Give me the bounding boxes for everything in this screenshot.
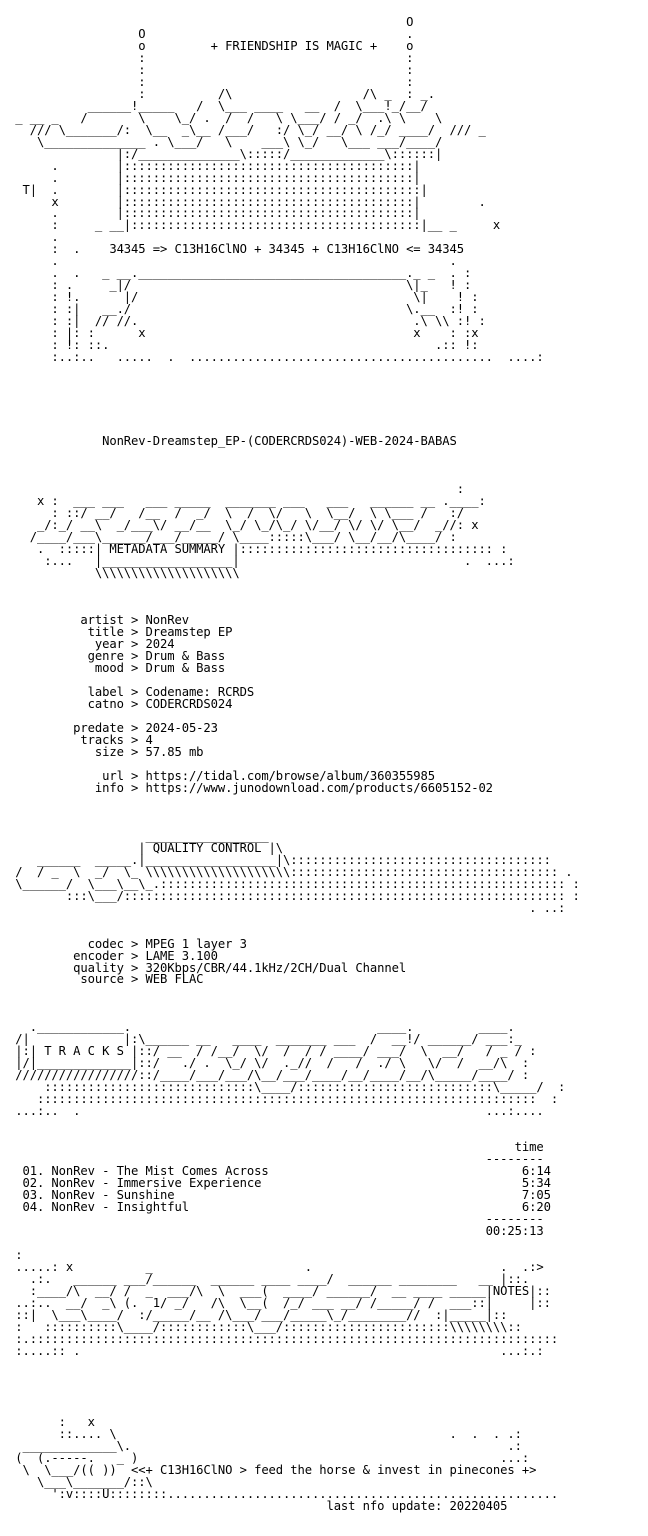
nfo-line: 00:25:13 xyxy=(8,1223,544,1238)
nfo-line: /// \_______/: \__ _\__ /___/ :/ \_/ __/ \ /_/ ____/ /// _ xyxy=(8,122,493,137)
nfo-line: : xyxy=(8,1247,544,1262)
nfo-line: encoder > LAME 3.100 xyxy=(8,948,218,963)
nfo-line: \___\_______/::\ xyxy=(8,1475,530,1490)
nfo-line xyxy=(8,1237,580,1249)
nfo-line: .....: x _ . . .:> xyxy=(8,1259,544,1274)
nfo-line: \______/ \___\__\_.:::::::::::::::::::::::::::::::::::::::::::::::::::::::: : xyxy=(8,876,580,891)
nfo-line: ______ _____.|__________________|\:::::::::::::::::::::::::::::::::::: xyxy=(8,852,551,867)
nfo-line: T| . |:::::::::::::::::::::::::::::::::::::::::| xyxy=(8,182,493,197)
nfo-line: ( (.-----. _ ) ...: xyxy=(8,1451,530,1466)
nfo-line: :.::::::::::::::::::::::::::::::::::::::::::::::::::::::::::::::::::::::::: xyxy=(8,1331,559,1346)
nfo-line: -------- xyxy=(8,1211,544,1226)
nfo-line xyxy=(8,1356,580,1368)
nfo-line xyxy=(8,447,580,459)
nfo-line: : ::::::::::\____/::::::::::::\___/:::::::::::::::::::::::\\\\\\\\:: xyxy=(8,1319,522,1334)
nfo-line: : _ __|::::::::::::::::::::::::::::::::::::::::|__ _ x xyxy=(8,218,508,233)
nfo-line: . |::::::::::::::::::::::::::::::::::::::::| xyxy=(8,206,493,221)
nfo-line: . xyxy=(8,230,479,245)
nfo-line xyxy=(8,794,580,806)
nfo-line xyxy=(8,1392,580,1404)
nfo-line: title > Dreamstep EP xyxy=(8,625,233,640)
nfo-line: mood > Drum & Bass xyxy=(8,661,226,676)
nfo-line: info > https://www.junodownload.com/products/6605152-02 xyxy=(8,780,493,795)
nfo-line: \\\\\\\\\\\\\\\\\\\\ xyxy=(8,565,515,580)
nfo-line: \ \___/(( )) <<+ C13H16ClNO > feed the horse & invest in pinecones +> xyxy=(8,1463,537,1478)
nfo-line: : /\ /\ _ : _. xyxy=(8,86,457,101)
nfo-line: : :| __./ \.__ :! : xyxy=(8,302,486,317)
nfo-line: :::\___/::::::::::::::::::::::::::::::::::::::::::::::::::::::::::::: : xyxy=(8,888,580,903)
nfo-line xyxy=(8,459,580,471)
nfo-line: . |::::::::::::::::::::::::::::::::::::::::| xyxy=(8,170,493,185)
nfo-line: _ __ _ / \ \_/ . / / \ \___/ / _/ .\ \ \ xyxy=(8,110,457,125)
nfo-line xyxy=(8,579,580,591)
nfo-line xyxy=(8,806,580,818)
nfo-line: : !. |/ \| ! : xyxy=(8,290,486,305)
nfo-text xyxy=(8,4,580,1512)
nfo-line: 04. NonRev - Insightful 6:20 xyxy=(8,1199,551,1214)
nfo-line: . . _ __._____________________________________._ _ . : xyxy=(8,266,479,281)
nfo-line: x |::::::::::::::::::::::::::::::::::::::::| . xyxy=(8,194,493,209)
nfo-line: |:/______________\:::::/_____________\::::::| xyxy=(8,146,493,161)
nfo-line: 01. NonRev - The Mist Comes Across 6:14 xyxy=(8,1163,551,1178)
nfo-line: . |::::::::::::::::::::::::::::::::::::::::| xyxy=(8,158,493,173)
nfo-line: : xyxy=(8,481,479,496)
nfo-line: tracks > 4 xyxy=(8,733,153,748)
nfo-line: ::::::::::::::::::::::::::::::::::::::::::::::::::::::::::::::::::::: : xyxy=(8,1092,559,1107)
nfo-line: : :| // //. .\ \\ :! : xyxy=(8,314,493,329)
nfo-line xyxy=(8,590,580,602)
nfo-line: :::::::::::::::::::::::::::::\____/:::::::::::::::::::::::::::\_____/ : xyxy=(8,1080,566,1095)
nfo-line: . ..: xyxy=(8,900,566,915)
nfo-line: last nfo update: 20220405 xyxy=(8,1499,508,1514)
nfo-line: ..:.. __/ _\ (. 1/ _/ /\ \__( /_/ ___ __/ /_____/ / ___::| |:: xyxy=(8,1295,551,1310)
nfo-line: / / _ \ _/ \_ \\\\\\\\\\\\\\\\\\\\::::::::::::::::::::::::::::::::::::: . xyxy=(8,864,573,879)
nfo-line: .____________. ____. ____. xyxy=(8,1020,515,1035)
nfo-line: | QUALITY CONTROL |\ xyxy=(8,840,284,855)
nfo-line: catno > CODERCRDS024 xyxy=(8,697,233,712)
nfo-line: : |: : x x : :x xyxy=(8,326,486,341)
nfo-line xyxy=(8,387,580,399)
nfo-line: . :::::| METADATA SUMMARY |::::::::::::::::::::::::::::::::::: : xyxy=(8,541,515,556)
nfo-line: : !: ::. .:: !: xyxy=(8,338,486,353)
nfo-line: time xyxy=(8,1140,544,1155)
nfo-line: : . _|/ \|_ ! : xyxy=(8,278,479,293)
nfo-line: :..:.. ..... . .......................................... ....: xyxy=(8,350,559,365)
nfo-line: source > WEB FLAC xyxy=(8,972,204,987)
nfo-line xyxy=(8,926,580,938)
nfo-line: x : ___ ___ ___ _____ _______ ___ ___ ______ __ .____: xyxy=(8,493,493,508)
nfo-line xyxy=(8,914,580,926)
nfo-line: _________________ xyxy=(8,828,269,843)
nfo-line: :____/\ __/ / _ ___/\ \ ___( ____/ ______/ __ ____ _____|NOTES|:: xyxy=(8,1283,551,1298)
nfo-line: |:| T R A C K S |::/ __ / /__/ \/ / / / ____/ ___/ \ __/ / _ / : xyxy=(8,1044,537,1059)
nfo-line: ':v::::U::::::::...................................................... xyxy=(8,1487,559,1502)
nfo-line: |/|_____________|::/ ./ . \_/ \/ ._// / / ./ \ \/ / __/\ : xyxy=(8,1056,530,1071)
nfo-line: 02. NonRev - Immersive Experience 5:34 xyxy=(8,1175,551,1190)
nfo-line xyxy=(8,1368,580,1380)
nfo-line xyxy=(8,997,580,1009)
nfo-line: o + FRIENDSHIP IS MAGIC + o xyxy=(8,38,457,53)
nfo-line: : x xyxy=(8,1415,95,1430)
nfo-line: label > Codename: RCRDS xyxy=(8,685,255,700)
nfo-line: :... |__________________| . ...: xyxy=(8,553,522,568)
nfo-line: /////////////////::/____/___/___/\__/___/____/__/____/__/\_____/____/ : xyxy=(8,1068,530,1083)
nfo-line: : : xyxy=(8,50,457,65)
nfo-line: predate > 2024-05-23 xyxy=(8,721,218,736)
nfo-line: ::.... \ . . . .: xyxy=(8,1427,522,1442)
nfo-line: codec > MPEG 1 layer 3 xyxy=(8,936,247,951)
nfo-line: : : xyxy=(8,74,457,89)
nfo-line: size > 57.85 mb xyxy=(8,745,204,760)
nfo-line: ::| \___\____/ :/_____/__ /\___/___/_____\_/________// :|_____|:: xyxy=(8,1307,508,1322)
nfo-line: year > 2024 xyxy=(8,637,175,652)
nfo-line: . . xyxy=(8,254,479,269)
nfo-line: _____________\. .: xyxy=(8,1439,522,1454)
nfo-line: :....:: . ...:.: xyxy=(8,1343,544,1358)
nfo-line: artist > NonRev xyxy=(8,613,189,628)
nfo-line: : . 34345 => C13H16ClNO + 34345 + C13H16ClNO <= 34345 xyxy=(8,242,472,257)
nfo-line: ______!_____ / \___ ____ __ / \___!_/__/ xyxy=(8,98,457,113)
nfo-line: url > https://tidal.com/browse/album/360355985 xyxy=(8,769,436,783)
nfo-line: /| |:\______ __ ____ _______ ___ / __!/ ______/ ___:_ xyxy=(8,1032,522,1047)
nfo-line: genre > Drum & Bass xyxy=(8,649,226,664)
nfo-line: \______________ . \___/ \ ___\ \_/ \___ ___/____/ xyxy=(8,134,493,149)
nfo-line: _/:_/ __\ _/___\/ __/__ \_/ \_/\_/ \/__/ \/ \/ \__/ _//: x xyxy=(8,517,486,532)
nfo-line: /____/___\______/___/_____/ \____:::::\___/ \__/__/\____/ : xyxy=(8,529,486,544)
nfo-line: ...:.. . ...:.... xyxy=(8,1104,544,1119)
nfo-line: : : xyxy=(8,62,457,77)
nfo-line xyxy=(8,411,580,423)
nfo-line xyxy=(8,1117,580,1129)
nfo-line: O . xyxy=(8,26,457,41)
nfo-line: NonRev-Dreamstep_EP-(CODERCRDS024)-WEB-2024-BABAS xyxy=(8,433,464,448)
nfo-line xyxy=(8,375,580,387)
nfo-line: .:. ______ ___/______ ______ ____ ____/ ______ ________ __ |::. xyxy=(8,1271,530,1286)
nfo-line xyxy=(8,363,580,375)
nfo-line xyxy=(8,1380,580,1392)
nfo-line xyxy=(8,471,580,483)
nfo-line: 03. NonRev - Sunshine 7:05 xyxy=(8,1187,551,1202)
nfo-line xyxy=(8,985,580,997)
nfo-line: quality > 320Kbps/CBR/44.1kHz/2CH/Dual Channel xyxy=(8,960,407,975)
nfo-line: -------- xyxy=(8,1152,544,1166)
nfo-line xyxy=(8,399,580,411)
nfo-line: O xyxy=(8,14,457,29)
nfo-line: : ::/ __/ /__ / _/ \ / \/ \ \__/ \ \___ / :/ xyxy=(8,505,472,520)
